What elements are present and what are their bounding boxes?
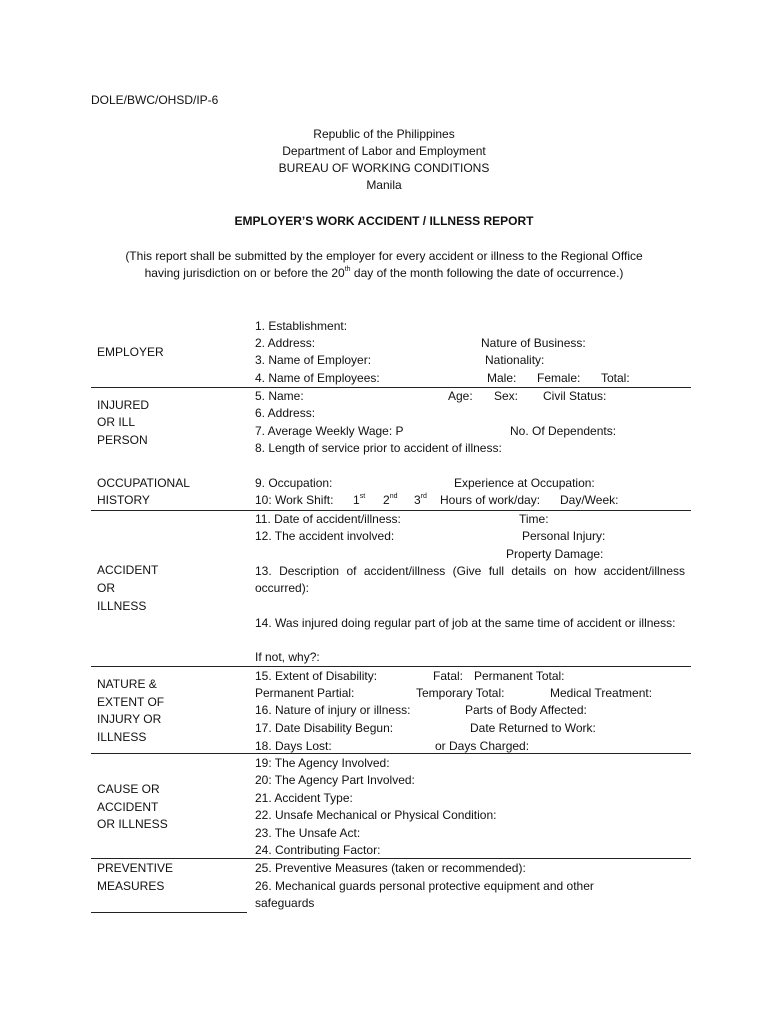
field-shift-1st: 1st <box>353 493 366 507</box>
field-unsafe-condition: 22. Unsafe Mechanical or Physical Condition: <box>255 808 497 822</box>
section-nature-1: NATURE & <box>97 677 157 691</box>
section-occupational-1: OCCUPATIONAL <box>97 476 190 490</box>
field-sex: Sex: <box>494 389 519 403</box>
section-occupational-2: HISTORY <box>97 493 150 507</box>
field-regular-job: 14. Was injured doing regular part of job at the same time of accident or illness: <box>255 616 676 630</box>
field-female: Female: <box>537 371 581 385</box>
divider-preventive <box>91 912 247 913</box>
divider-accident <box>91 666 691 667</box>
field-person-address: 6. Address: <box>255 406 316 420</box>
field-dependents: No. Of Dependents: <box>510 424 617 438</box>
field-unsafe-act: 23. The Unsafe Act: <box>255 826 361 840</box>
section-cause-1: CAUSE OR <box>97 782 160 796</box>
section-accident-3: ILLNESS <box>97 599 147 613</box>
section-nature-3: INJURY OR <box>97 712 162 726</box>
section-nature-2: EXTENT OF <box>97 695 165 709</box>
form-code: DOLE/BWC/OHSD/IP-6 <box>91 93 219 107</box>
field-personal-injury: Personal Injury: <box>522 529 606 543</box>
divider-nature <box>91 753 691 754</box>
field-hours-per-day: Hours of work/day: <box>440 493 541 507</box>
field-mechanical-guards: 26. Mechanical guards personal protective equipment and other <box>255 879 594 893</box>
header-bureau: BUREAU OF WORKING CONDITIONS <box>278 161 490 175</box>
field-permanent-partial: Permanent Partial: <box>255 686 355 700</box>
section-injured-3: PERSON <box>97 433 148 447</box>
section-injured-2: OR ILL <box>97 415 136 429</box>
field-agency-involved: 19: The Agency Involved: <box>255 756 390 770</box>
field-experience: Experience at Occupation: <box>454 476 595 490</box>
header-republic: Republic of the Philippines <box>313 127 455 141</box>
field-civil-status: Civil Status: <box>543 389 607 403</box>
section-accident-2: OR <box>97 581 115 595</box>
field-occupation: 9. Occupation: <box>255 476 333 490</box>
field-shift-2nd: 2nd <box>383 493 398 507</box>
field-temporary-total: Temporary Total: <box>416 686 505 700</box>
field-weekly-wage: 7. Average Weekly Wage: P <box>255 424 404 438</box>
field-establishment: 1. Establishment: <box>255 319 348 333</box>
field-parts-of-body: Parts of Body Affected: <box>465 703 587 717</box>
section-cause-3: OR ILLNESS <box>97 817 168 831</box>
section-preventive-2: MEASURES <box>97 879 165 893</box>
field-permanent-total: Permanent Total: <box>474 669 565 683</box>
field-name-of-employer: 3. Name of Employer: <box>255 353 372 367</box>
field-days-charged: or Days Charged: <box>435 739 530 753</box>
field-total: Total: <box>601 371 630 385</box>
field-day-week: Day/Week: <box>560 493 619 507</box>
field-days-lost: 18. Days Lost: <box>255 739 332 753</box>
field-contributing-factor: 24. Contributing Factor: <box>255 843 381 857</box>
field-description: 13. Description of accident/illness (Give full details on how accident/illness occurred): <box>255 564 685 595</box>
section-cause-2: ACCIDENT <box>97 800 159 814</box>
section-injured-1: INJURED <box>97 398 150 412</box>
section-accident-1: ACCIDENT <box>97 563 159 577</box>
field-work-shift: 10: Work Shift: <box>255 493 334 507</box>
header-department: Department of Labor and Employment <box>282 144 486 158</box>
field-nationality: Nationality: <box>485 353 545 367</box>
field-length-of-service: 8. Length of service prior to accident of illness: <box>255 441 502 455</box>
page-title: EMPLOYER’S WORK ACCIDENT / ILLNESS REPORT <box>234 214 534 228</box>
divider-cause <box>91 858 691 859</box>
field-safeguards: safeguards <box>255 896 315 910</box>
field-nature-of-injury: 16. Nature of injury or illness: <box>255 703 411 717</box>
field-date-returned: Date Returned to Work: <box>470 721 596 735</box>
field-nature-of-business: Nature of Business: <box>481 336 586 350</box>
field-address: 2. Address: <box>255 336 316 350</box>
field-medical-treatment: Medical Treatment: <box>550 686 653 700</box>
field-agency-part: 20: The Agency Part Involved: <box>255 773 415 787</box>
field-name: 5. Name: <box>255 389 304 403</box>
field-if-not-why: If not, why?: <box>255 650 320 664</box>
field-age: Age: <box>448 389 473 403</box>
field-property-damage: Property Damage: <box>506 547 604 561</box>
field-extent-of-disability: 15. Extent of Disability: <box>255 669 378 683</box>
field-fatal: Fatal: <box>433 669 464 683</box>
instructions-line-1: (This report shall be submitted by the employer for every accident or illness to the Regional Office <box>125 249 643 263</box>
header-city: Manila <box>366 178 402 192</box>
field-date-of-accident: 11. Date of accident/illness: <box>255 512 401 526</box>
section-employer: EMPLOYER <box>97 345 164 359</box>
field-male: Male: <box>487 371 517 385</box>
field-accident-involved: 12. The accident involved: <box>255 529 395 543</box>
section-nature-4: ILLNESS <box>97 730 147 744</box>
field-accident-type: 21. Accident Type: <box>255 791 353 805</box>
field-name-of-employees: 4. Name of Employees: <box>255 371 380 385</box>
section-preventive-1: PREVENTIVE <box>97 861 174 875</box>
instructions-line-2: having jurisdiction on or before the 20th day of the month following the date of occurrence.) <box>144 266 624 280</box>
field-date-disability-begun: 17. Date Disability Begun: <box>255 721 394 735</box>
field-preventive-measures: 25. Preventive Measures (taken or recommended): <box>255 861 526 875</box>
field-time: Time: <box>519 512 549 526</box>
field-shift-3rd: 3rd <box>414 493 427 507</box>
